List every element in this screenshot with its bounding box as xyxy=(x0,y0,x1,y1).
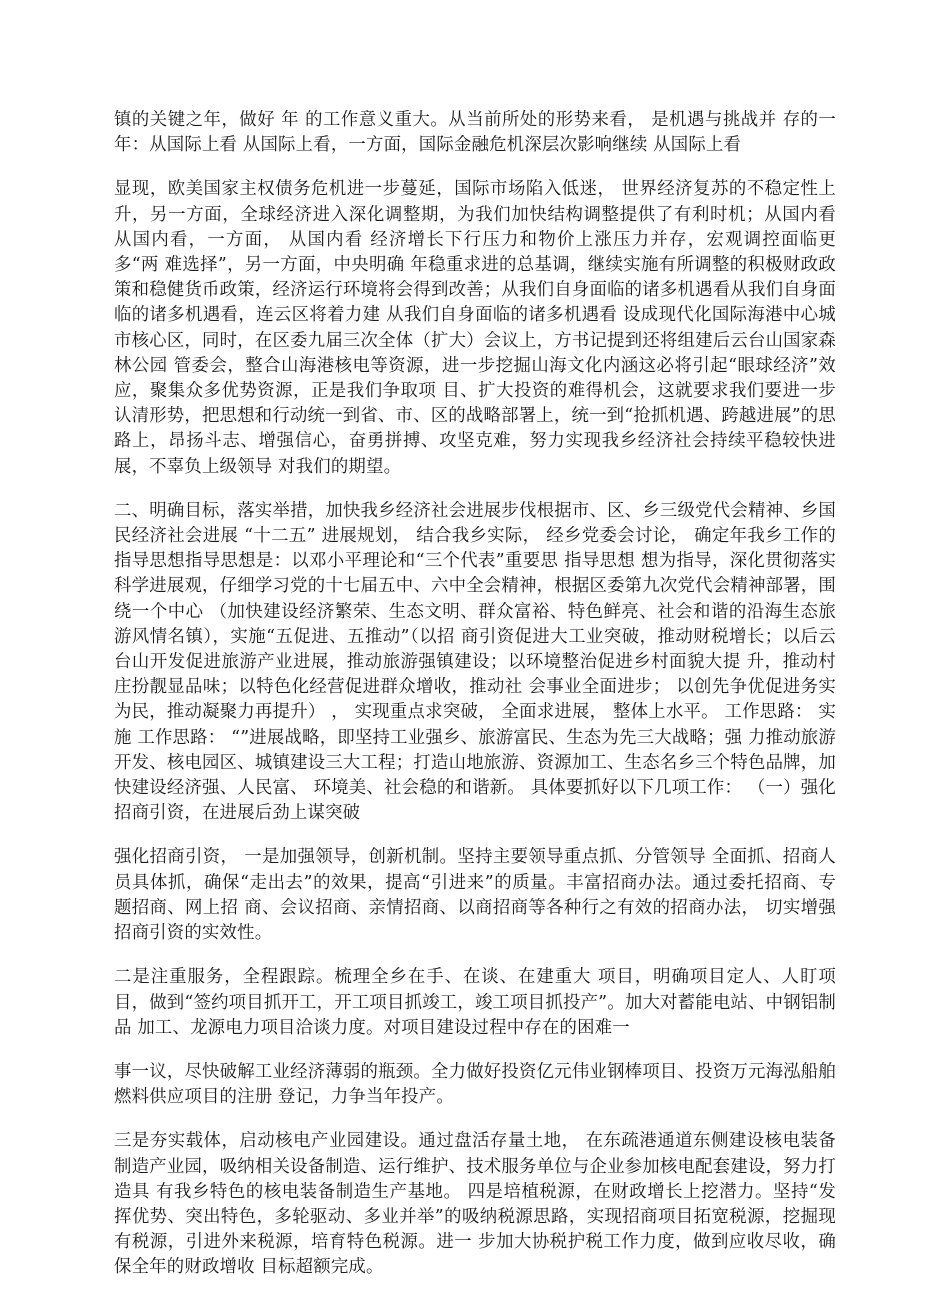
paragraph-investment: 强化招商引资， 一是加强领导，创新机制。坚持主要领导重点抓、分管领导 全面抓、招商人员具体抓，确保“走出去”的效果，提高“引进来”的质量。丰富招商办法。通过委托招商、专题招商、网上招 商、会议招商、亲情招商、以商招商等各种行之有效的招商办法， 切实增强招商引资的实效性。 xyxy=(114,847,836,944)
paragraph-goals: 二、明确目标，落实举措，加快我乡经济社会进展步伐根据市、区、乡三级党代会精神、乡国民经济社会进展 “十二五” 进展规划， 结合我乡实际， 经乡党委会讨论， 确定年我乡工作的指导思想指导思想是：以邓小平理论和“三个代表”重要思 指导思想 想为指导，深化贯彻落实科学进展观，仔细学习党的十七届五中、六中全会精神，根据区委第九次党代会精神部署，围绕一个中心 （加快建设经济繁荣、生态文明、群众富裕、特色鲜亮、社会和谐的沿海生态旅游风情名镇），实施“五促进、五推动”（以招 商引资促进大工业突破，推动财税增长；以后云台山开发促进旅游产业进展，推动旅游强镇建设；以环境整治促进乡村面貌大提 升，推动村庄扮靓显品味；以特色化经营促进群众增收，推动社 会事业全面进步； 以创先争优促进务实为民，推动凝聚力再提升） ， 实现重点求突破， 全面求进展， 整体上水平。 工作思路： 实施 工作思路： “”进展战略，即坚持工业强乡、旅游富民、生态为先三大战略；强 力推动旅游开发、核电园区、城镇建设三大工程；打造山地旅游、资源加工、生态名乡三个特色品牌，加快建设经济强、人民富、 环境美、社会稳的和谐新。 具体要抓好以下几项工作： （一）强化招商引资，在进展后劲上谋突破 xyxy=(114,500,836,824)
paragraph-situation: 显现，欧美国家主权债务危机进一步蔓延，国际市场陷入低迷， 世界经济复苏的不稳定性上升，另一方面，全球经济进入深化调整期，为我们加快结构调整提供了有利时机；从国内看 从国内看，一方面， 从国内看 经济增长下行压力和物价上涨压力并存，宏观调控面临更多“两 难选择”，另一方面，中央明确 年稳重求进的总基调，继续实施有所调整的积极财政政策和稳健货币政策，经济运行环境将会得到改善；从我们自身面临的诸多机遇看从我们自身面临的诸多机遇看，连云区将着力建 从我们自身面临的诸多机遇看 设成现代化国际海港中心城市核心区，同时，在区委九届三次全体（扩大）会议上，方书记提到还将组建后云台山国家森林公园 管委会，整合山海港核电等资源，进一步挖掘山海文化内涵这必将引起“眼球经济”效应，聚集众多优势资源，正是我们争取项 目、扩大投资的难得机会，这就要求我们要进一步认清形势，把思想和行动统一到省、市、区的战略部署上，统一到“抢抓机遇、跨越进展”的思路上，昂扬斗志、增强信心，奋勇拼搏、攻坚克难，努力实现我乡经济社会持续平稳较快进展，不辜负上级领导 对我们的期望。 xyxy=(114,179,836,477)
paragraph-bottleneck: 事一议，尽快破解工业经济薄弱的瓶颈。全力做好投资亿元伟业钢棒项目、投资万元海泓船舶燃料供应项目的注册 登记，力争当年投产。 xyxy=(114,1061,836,1108)
paragraph-service: 二是注重服务，全程跟踪。梳理全乡在手、在谈、在建重大 项目，明确项目定人、人盯项目，做到“签约项目抓开工，开工项目抓竣工，竣工项目抓投产”。加大对蓄能电站、中钢铝制品 加工、龙源电力项目洽谈力度。对项目建设过程中存在的困难一 xyxy=(114,967,836,1038)
paragraph-carrier: 三是夯实载体，启动核电产业园建设。通过盘活存量土地， 在东疏港通道东侧建设核电装备制造产业园，吸纳相关设备制造、运行维护、技术服务单位与企业参加核电配套建设，努力打造具 有我乡特色的核电装备制造生产基地。 四是培植税源，在财政增长上挖潜力。坚持“发挥优势、突出特色，多轮驱动、多业并举”的吸纳税源思路，实现招商项目拓宽税源，挖掘现有税源，引进外来税源，培育特色税源。进一 步加大协税护税工作力度，做到应收尽收，确保全年的财政增收 目标超额完成。 xyxy=(114,1131,836,1278)
document-body xyxy=(114,108,836,1300)
paragraph-intro: 镇的关键之年，做好 年 的工作意义重大。从当前所处的形势来看， 是机遇与挑战并 存的一年：从国际上看 从国际上看，一方面，国际金融危机深层次影响继续 从国际上看 xyxy=(114,110,836,156)
